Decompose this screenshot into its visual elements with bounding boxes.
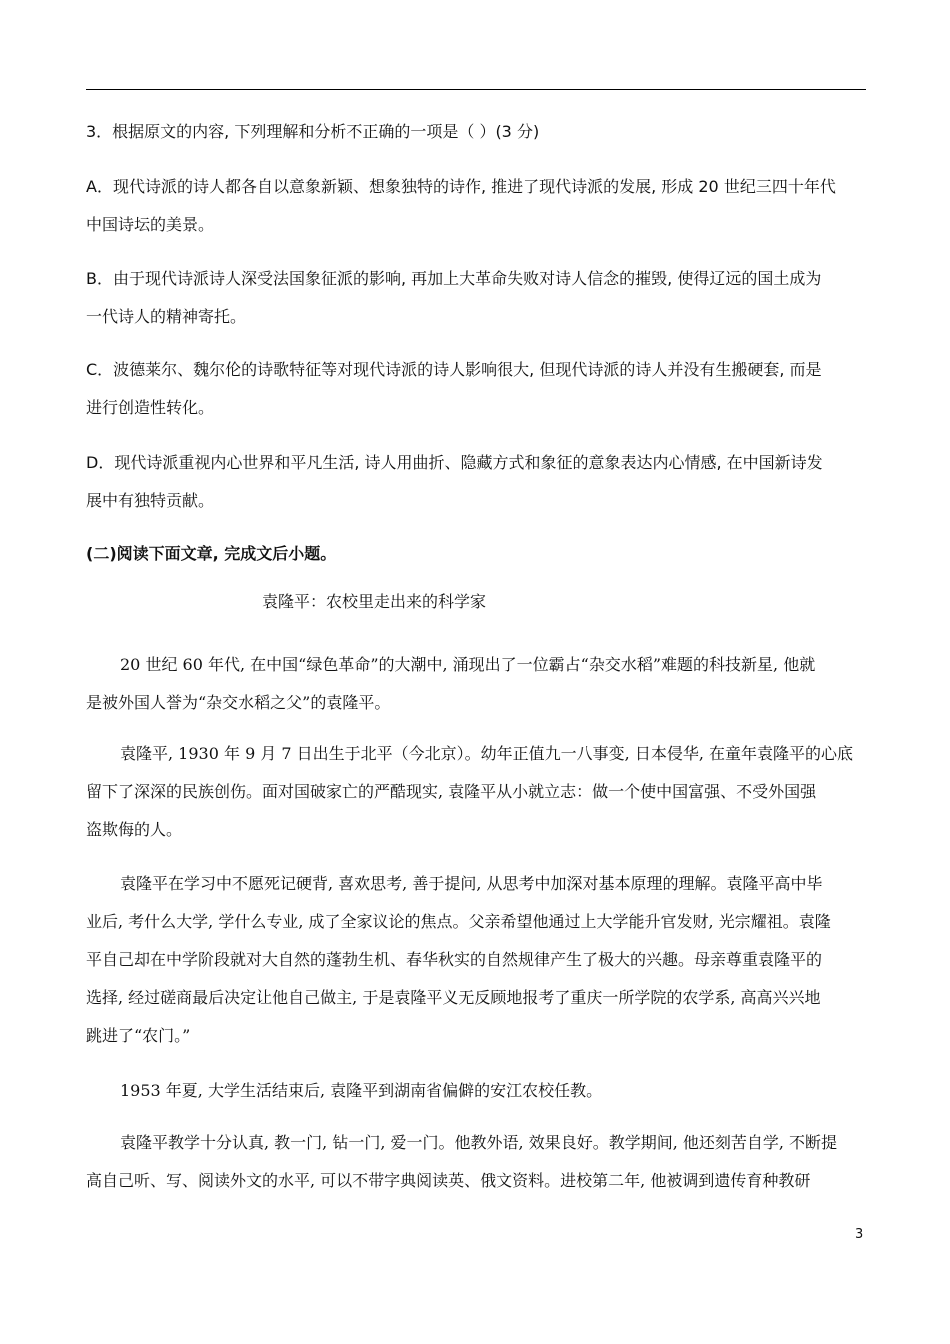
section-heading-text: (二)阅读下面文章, 完成文后小题。	[86, 544, 337, 563]
header-rule	[86, 89, 866, 90]
paragraph-line: 袁隆平在学习中不愿死记硬背, 喜欢思考, 善于提问, 从思考中加深对基本原理的理解。袁隆平高中毕	[120, 874, 823, 893]
paragraph-line: 是被外国人誉为“杂交水稻之父”的袁隆平。	[86, 693, 391, 712]
paragraph-line: 留下了深深的民族创伤。面对国破家亡的严酷现实, 袁隆平从小就立志：做一个使中国富强、不受外国强	[86, 782, 817, 801]
paragraph-line: 盗欺侮的人。	[86, 820, 183, 839]
paragraph-line: 业后, 考什么大学, 学什么专业, 成了全家议论的焦点。父亲希望他通过上大学能升官发财, 光宗耀祖。袁隆	[86, 912, 831, 931]
section-heading	[86, 535, 866, 573]
option-a-line2: 中国诗坛的美景。	[86, 215, 215, 234]
option-d-line1: D．现代诗派重视内心世界和平凡生活, 诗人用曲折、隐藏方式和象征的意象表达内心情感, 在中国新诗发	[86, 453, 823, 472]
article-paragraph-1	[86, 646, 866, 722]
option-d	[86, 444, 866, 520]
article-title: 袁隆平：农校里走出来的科学家	[262, 592, 487, 611]
paragraph-line: 选择, 经过磋商最后决定让他自己做主, 于是袁隆平义无反顾地报考了重庆一所学院的农学系, 高高兴兴地	[86, 988, 821, 1007]
paragraph-line: 20 世纪 60 年代, 在中国“绿色革命”的大潮中, 涌现出了一位霸占“杂交水稻”难题的科技新星, 他就	[120, 655, 816, 674]
option-c-line2: 进行创造性转化。	[86, 398, 215, 417]
paragraph-line: 袁隆平教学十分认真, 教一门, 钻一门, 爱一门。他教外语, 效果良好。教学期间, 他还刻苦自学, 不断提	[120, 1133, 838, 1152]
paragraph-line: 高自己听、写、阅读外文的水平, 可以不带字典阅读英、俄文资料。进校第二年, 他被调到遗传育种教研	[86, 1171, 811, 1190]
option-b-line1: B．由于现代诗派诗人深受法国象征派的影响, 再加上大革命失败对诗人信念的摧毁, 使得辽远的国土成为	[86, 269, 822, 288]
paragraph-line: 袁隆平, 1930 年 9 月 7 日出生于北平（今北京）。幼年正值九一八事变, 日本侵华, 在童年袁隆平的心底	[120, 744, 854, 763]
page-number: 3	[855, 1227, 864, 1242]
paragraph-line: 1953 年夏, 大学生活结束后, 袁隆平到湖南省偏僻的安江农校任教。	[120, 1081, 603, 1100]
paragraph-line: 平自己却在中学阶段就对大自然的蓬勃生机、春华秋实的自然规律产生了极大的兴趣。母亲尊重袁隆平的	[86, 950, 823, 969]
option-b	[86, 260, 866, 336]
paragraph-line: 跳进了“农门。”	[86, 1026, 191, 1045]
article-paragraph-2	[86, 735, 866, 849]
article-paragraph-3	[86, 865, 866, 1055]
option-a	[86, 168, 866, 244]
question-3	[86, 113, 866, 151]
option-c	[86, 351, 866, 427]
option-c-line1: C．波德莱尔、魏尔伦的诗歌特征等对现代诗派的诗人影响很大, 但现代诗派的诗人并没有生搬硬套, 而是	[86, 360, 822, 379]
option-d-line2: 展中有独特贡献。	[86, 491, 215, 510]
question-stem: 3．根据原文的内容, 下列理解和分析不正确的一项是（ ）(3 分)	[86, 122, 540, 141]
option-b-line2: 一代诗人的精神寄托。	[86, 307, 247, 326]
article-paragraph-4	[86, 1072, 866, 1110]
option-a-line1: A．现代诗派的诗人都各自以意象新颖、想象独特的诗作, 推进了现代诗派的发展, 形成 20 世纪三四十年代	[86, 177, 836, 196]
article-paragraph-5	[86, 1124, 866, 1200]
